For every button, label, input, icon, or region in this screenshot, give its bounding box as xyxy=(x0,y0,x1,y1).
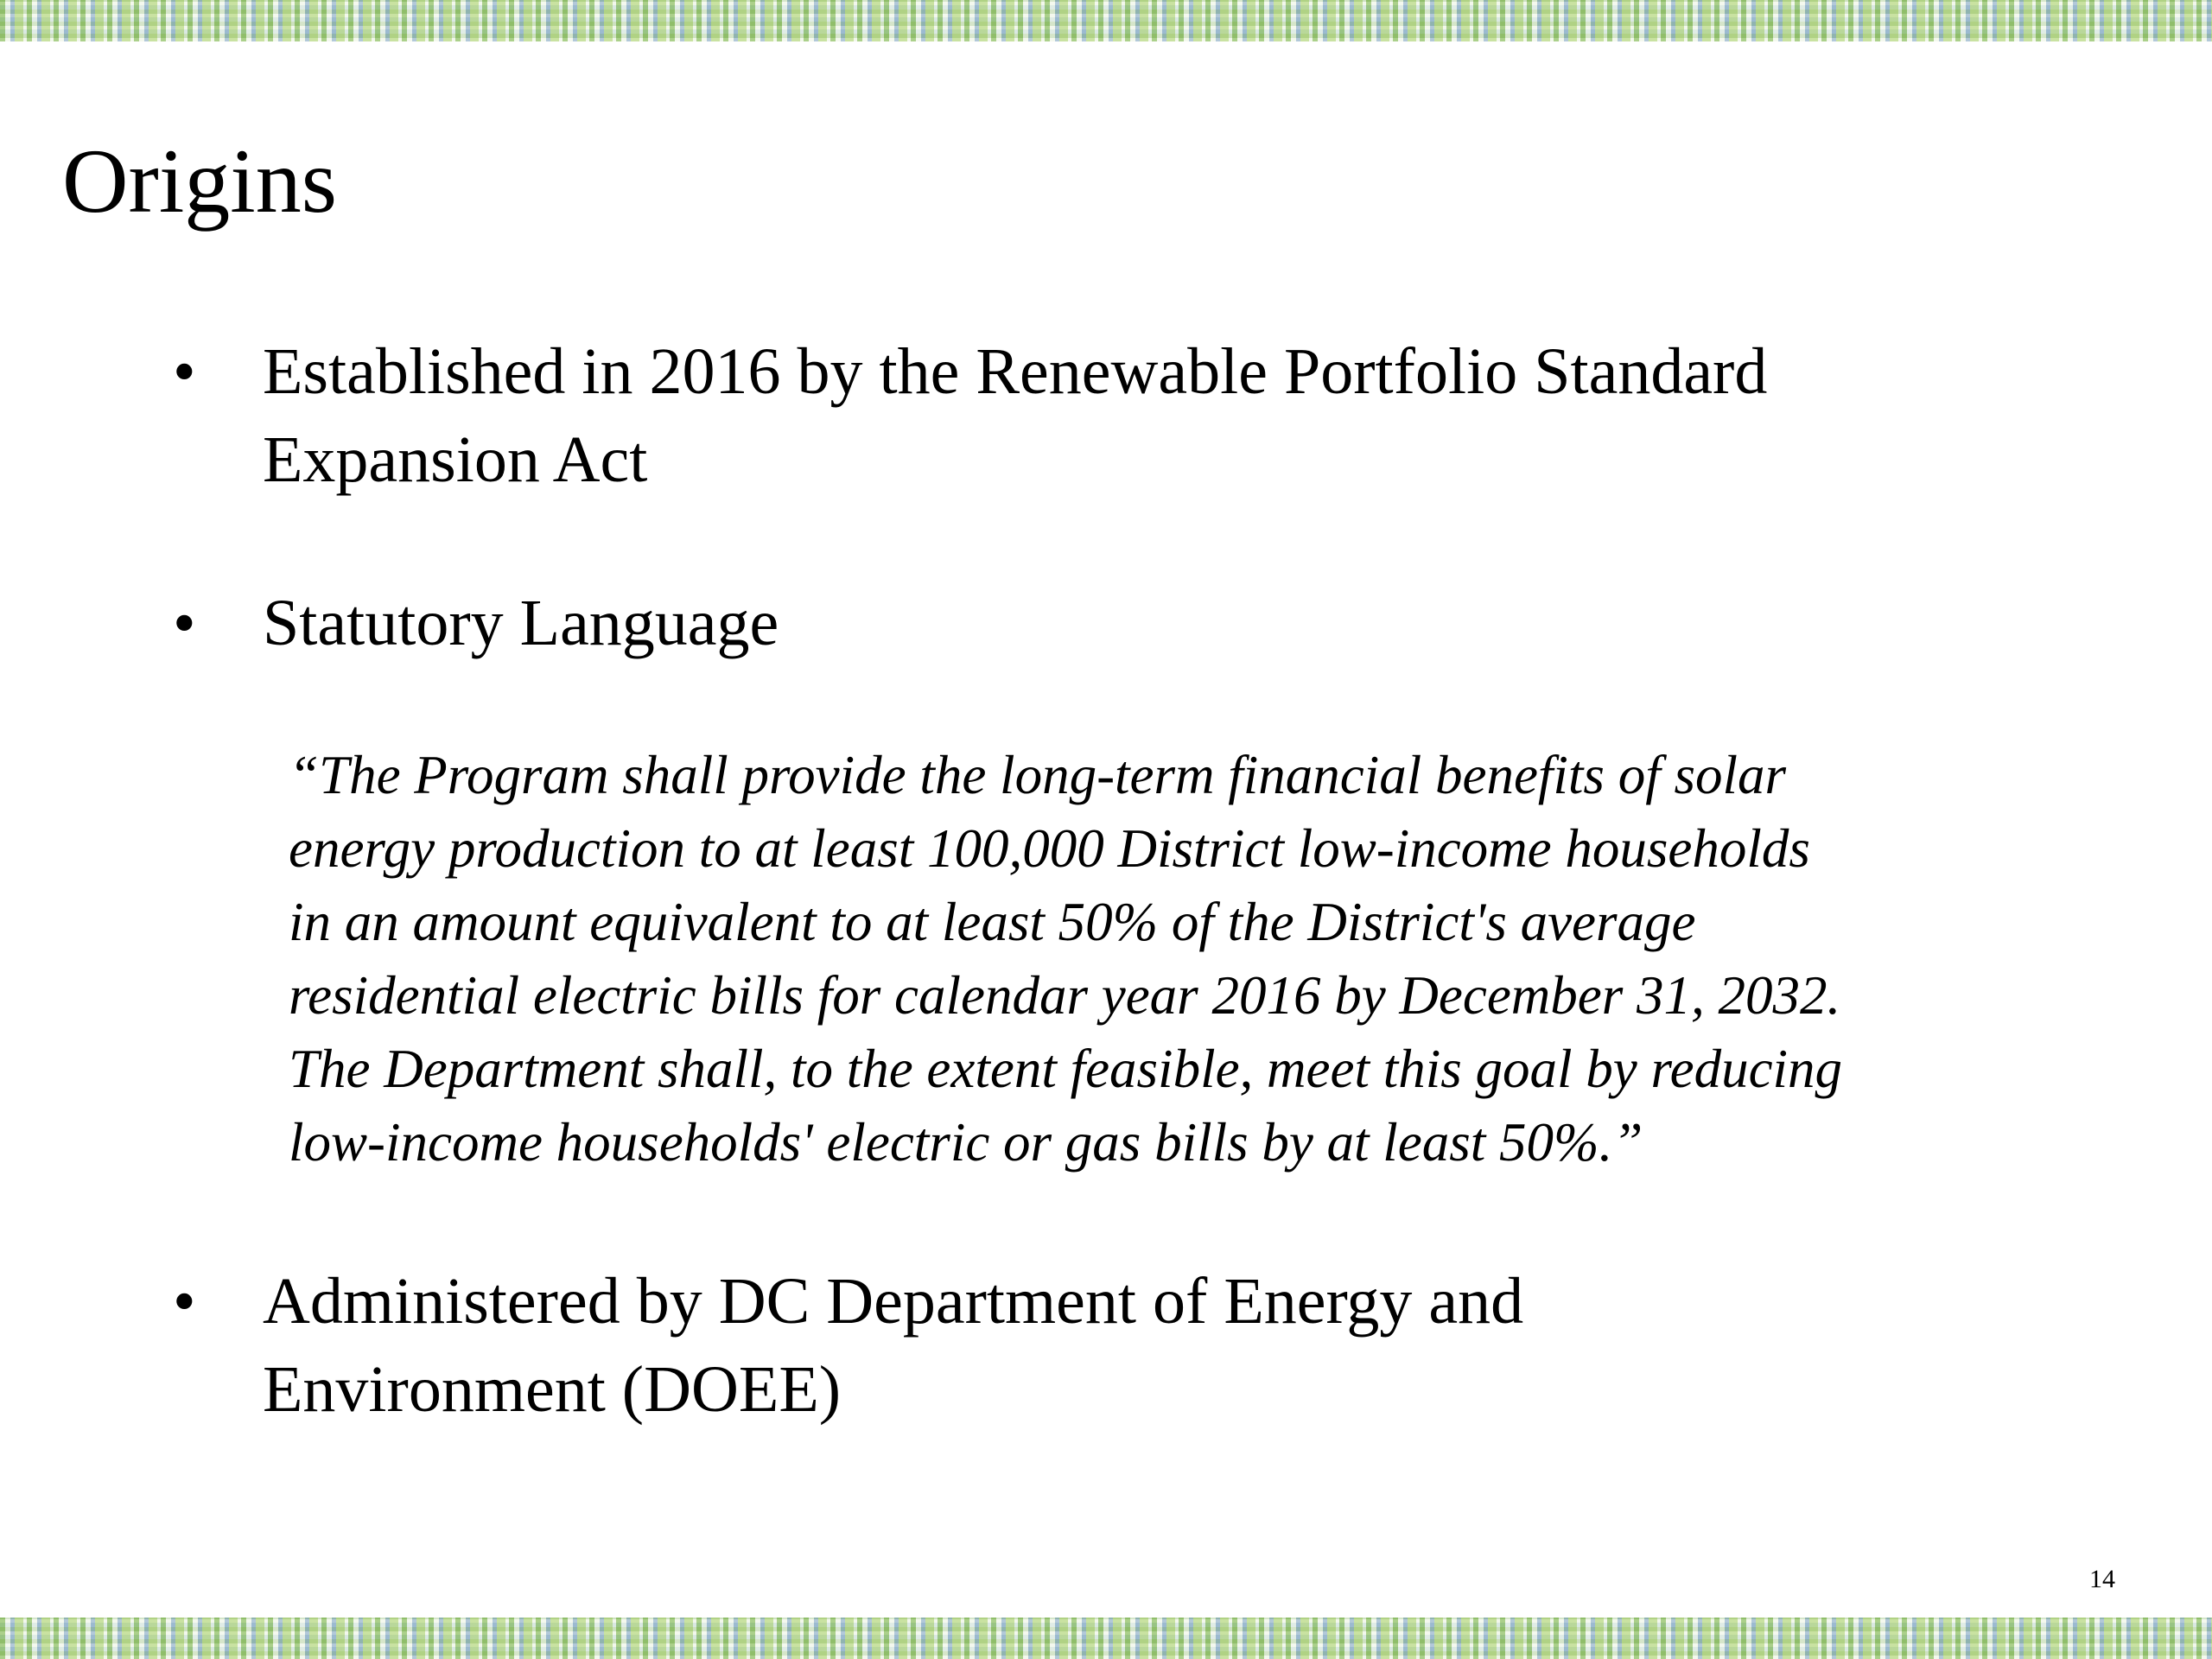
quote-line: “The Program shall provide the long-term financial benefits of solar xyxy=(289,745,1786,805)
bullet-line: Established in 2016 by the Renewable Portfolio Standard xyxy=(263,335,1768,408)
bullet-line: Administered by DC Department of Energy and xyxy=(263,1265,1524,1338)
quote-line: residential electric bills for calendar year 2016 by December 31, 2032. xyxy=(289,965,1841,1026)
bullet-line: Environment (DOEE) xyxy=(263,1353,842,1426)
bullet-text xyxy=(263,579,779,667)
bullet-text xyxy=(263,327,1767,504)
statutory-quote xyxy=(289,739,1842,1179)
quote-line: The Department shall, to the extent feasible, meet this goal by reducing xyxy=(289,1039,1843,1099)
quote-line: in an amount equivalent to at least 50% of the District's average xyxy=(289,892,1696,952)
bullet-line: Statutory Language xyxy=(263,587,779,659)
decorative-bottom-border xyxy=(0,1618,2212,1659)
bullet-dot: • xyxy=(173,1265,196,1338)
bullet-dot: • xyxy=(173,587,196,659)
quote-line: energy production to at least 100,000 District low-income households xyxy=(289,818,1810,879)
decorative-top-border xyxy=(0,0,2212,41)
page-number: 14 xyxy=(2089,1565,2115,1593)
quote-line: low-income households' electric or gas bills by at least 50%.” xyxy=(289,1112,1643,1173)
bullet-dot: • xyxy=(173,335,196,408)
bullet-text xyxy=(263,1257,1523,1433)
slide-title: Origins xyxy=(62,130,337,232)
bullet-line: Expansion Act xyxy=(263,423,648,496)
